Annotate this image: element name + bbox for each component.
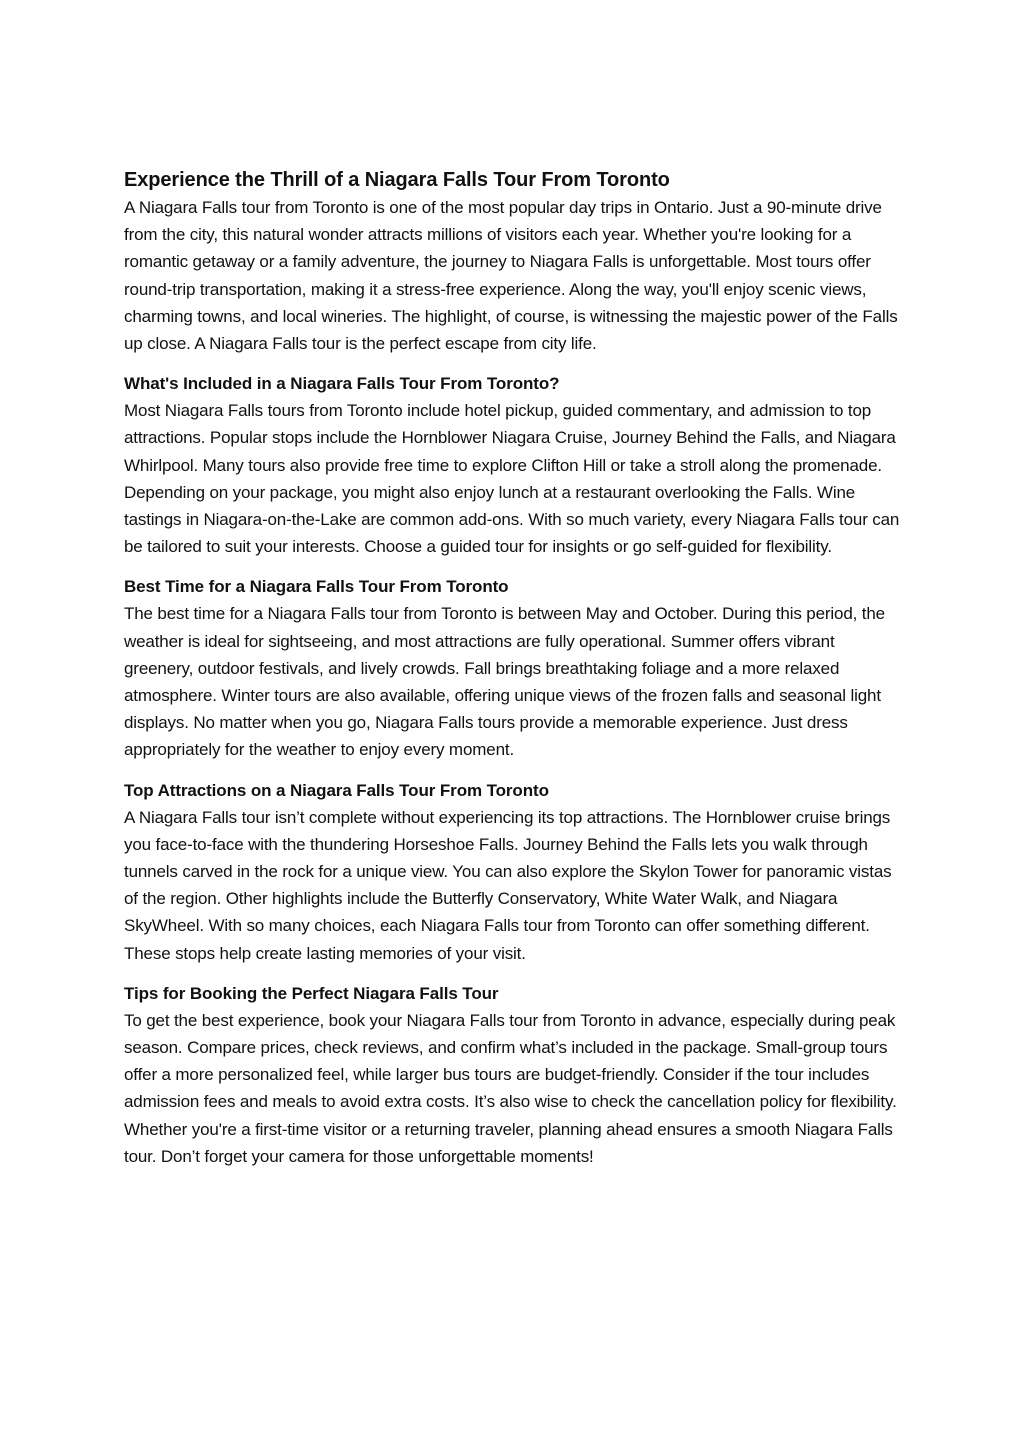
section-whats-included xyxy=(124,370,904,560)
section-best-time xyxy=(124,573,904,763)
section-top-attractions xyxy=(124,777,904,967)
section-heading: What's Included in a Niagara Falls Tour From Toronto? xyxy=(124,374,560,394)
intro-paragraph: A Niagara Falls tour from Toronto is one of the most popular day trips in Ontario. Just a 90-minute drive from the city, this natural wonder attracts millions of visitors each year. Whether you're looking for a romantic getaway or a family adventure, the journey to Niagara Falls is unforgettable. Most tours offer round-trip transportation, making it a stress-free experience. Along the way, you'll enjoy scenic views, charming towns, and local wineries. The highlight, of course, is witnessing the majestic power of the Falls up close. A Niagara Falls tour is the perfect escape from city life. xyxy=(124,198,898,354)
section-paragraph: To get the best experience, book your Niagara Falls tour from Toronto in advance, especially during peak season. Compare prices, check reviews, and confirm what’s included in the package. Small-group tours offer a more personalized feel, while larger bus tours are budget-friendly. Consider if the tour includes admission fees and meals to avoid extra costs. It’s also wise to check the cancellation policy for flexibility. Whether you're a first-time visitor or a returning traveler, planning ahead ensures a smooth Niagara Falls tour. Don’t forget your camera for those unforgettable moments! xyxy=(124,1010,897,1166)
section-heading: Tips for Booking the Perfect Niagara Falls Tour xyxy=(124,983,499,1003)
document-page xyxy=(124,166,904,1183)
section-paragraph: A Niagara Falls tour isn’t complete without experiencing its top attractions. The Hornblower cruise brings you face-to-face with the thundering Horseshoe Falls. Journey Behind the Falls lets you walk through tunnels carved in the rock for a unique view. You can also explore the Skylon Tower for panoramic vistas of the region. Other highlights include the Butterfly Conservatory, White Water Walk, and Niagara SkyWheel. With so many choices, each Niagara Falls tour from Toronto can offer something different. These stops help create lasting memories of your visit. xyxy=(124,807,892,963)
section-booking-tips xyxy=(124,980,904,1170)
section-paragraph: The best time for a Niagara Falls tour from Toronto is between May and October. During this period, the weather is ideal for sightseeing, and most attractions are fully operational. Summer offers vibrant greenery, outdoor festivals, and lively crowds. Fall brings breathtaking foliage and a more relaxed atmosphere. Winter tours are also available, offering unique views of the frozen falls and seasonal light displays. No matter when you go, Niagara Falls tours provide a memorable experience. Just dress appropriately for the weather to enjoy every moment. xyxy=(124,604,885,760)
section-heading: Best Time for a Niagara Falls Tour From Toronto xyxy=(124,577,509,597)
intro-section xyxy=(124,166,904,357)
section-paragraph: Most Niagara Falls tours from Toronto include hotel pickup, guided commentary, and admission to top attractions. Popular stops include the Hornblower Niagara Cruise, Journey Behind the Falls, and Niagara Whirlpool. Many tours also provide free time to explore Clifton Hill or take a stroll along the promenade. Depending on your package, you might also enjoy lunch at a restaurant overlooking the Falls. Wine tastings in Niagara-on-the-Lake are common add-ons. With so much variety, every Niagara Falls tour can be tailored to suit your interests. Choose a guided tour for insights or go self-guided for flexibility. xyxy=(124,401,900,557)
section-heading: Top Attractions on a Niagara Falls Tour From Toronto xyxy=(124,780,549,800)
document-title: Experience the Thrill of a Niagara Falls Tour From Toronto xyxy=(124,169,670,191)
